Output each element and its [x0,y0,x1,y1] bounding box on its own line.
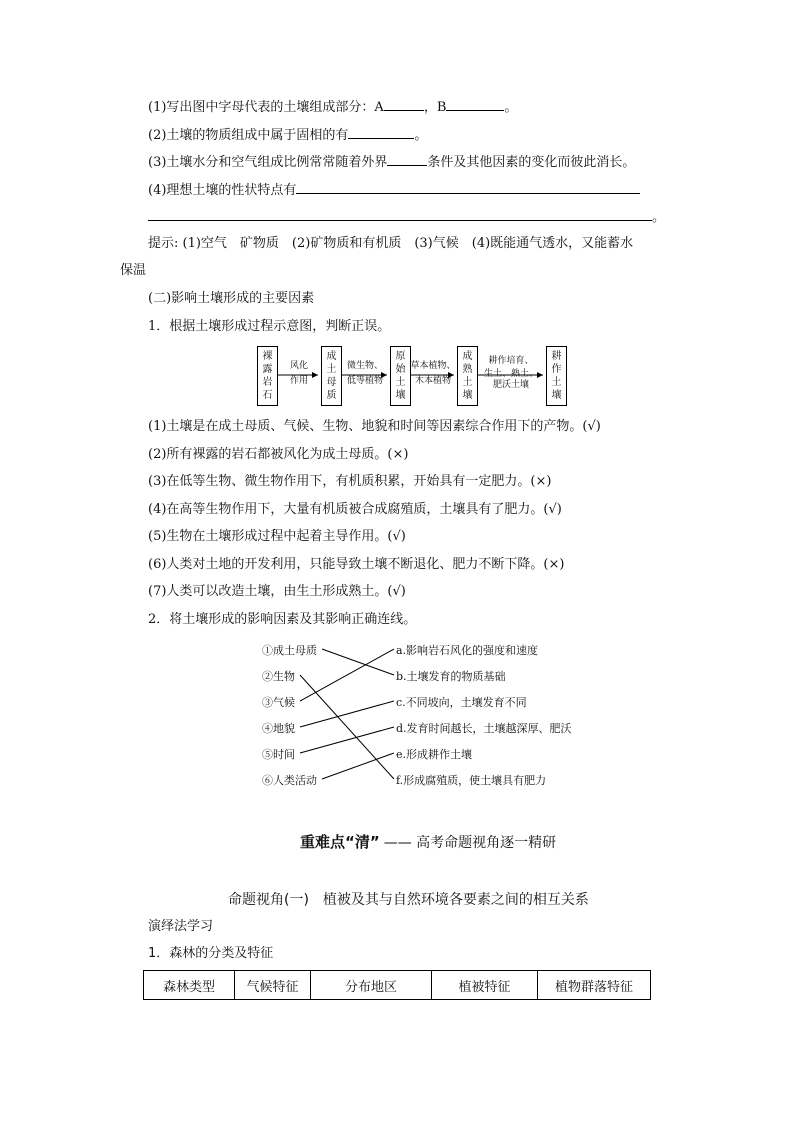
flow-label-line: 草本植物、 [410,361,456,371]
match-right-item: a.影响岩石风化的强度和速度 [396,644,539,657]
flow-label-line: 木本植物 [414,376,451,386]
match-right-item: c.不同坡向，土壤发育不同 [396,696,527,709]
match-right-item: d.发育时间越长，土壤越深厚、肥沃 [396,722,572,735]
forest-section-title: 1．森林的分类及特征 [148,946,274,961]
question-1-text: (1)写出图中字母代表的土壤组成部分：A [148,100,384,115]
table-header-forest-type: 森林类型 [144,971,235,1000]
match-left-item: ⑤时间 [262,748,295,761]
judgement-item: (4)在高等生物作用下，大量有机质被合成腐殖质，土壤具有了肥力。(√) [148,502,562,517]
task-2-instruction: 2．将土壤形成的影响因素及其影响正确连线。 [148,612,417,627]
flow-box-char: 裸 [262,351,273,362]
flow-box-char: 壤 [551,390,562,401]
question-2-text: (2)土壤的物质组成中属于固相的有 [148,128,349,143]
match-left-item: ①成土母质 [262,644,317,657]
flow-label-line: 风化 [289,361,308,371]
table-header-row [144,971,651,1000]
flow-box-char: 原 [395,351,406,362]
table-header-community: 植物群落特征 [538,971,651,1000]
section-2-title: (二)影响土壤形成的主要因素 [148,291,315,306]
flow-box-char: 壤 [395,390,406,401]
match-left-item: ②生物 [262,670,295,683]
key-points-heading [300,833,556,853]
flow-box-char: 岩 [262,377,273,388]
table-header-distribution: 分布地区 [311,971,432,1000]
task-1-instruction: 1．根据土壤形成过程示意图，判断正误。 [148,319,391,334]
table-header-vegetation: 植被特征 [432,971,538,1000]
flow-label-line: 肥沃土壤 [492,380,529,390]
match-right-item: b.土壤发育的物质基础 [396,670,506,683]
question-3-post: 条件及其他因素的变化而彼此消长。 [427,155,636,170]
key-points-heading-rest: —— 高考命题视角逐一精研 [383,835,557,851]
flow-box-char: 土 [395,377,406,388]
flow-label-line: 作用 [289,376,308,386]
forest-table [143,970,651,1000]
judgement-item: (5)生物在土壤形成过程中起着主导作用。(√) [148,529,406,544]
judgement-item: (1)土壤是在成土母质、气候、生物、地貌和时间等因素综合作用下的产物。(√) [148,419,601,434]
judgement-item: (7)人类可以改造土壤，由生土形成熟土。(√) [148,584,406,599]
question-3-text: (3)土壤水分和空气组成比例常常随着外界 [148,155,388,170]
flow-box-char: 作 [551,364,562,375]
match-right-item: f.形成腐殖质，使土壤具有肥力 [396,774,547,787]
question-4-text: (4)理想土壤的性状特点有 [148,183,297,198]
judgement-item: (3)在低等生物、微生物作用下，有机质积累，开始具有一定肥力。(×) [148,474,552,489]
hint-line-2: 保温 [120,263,147,278]
flow-label-line: 耕作培育、 [488,356,534,366]
flow-label-line: 微生物、 [346,361,383,371]
question-2-end: 。 [414,128,428,143]
match-line [322,753,394,779]
flow-box-char: 土 [462,377,473,388]
flow-label-line: 低等植物 [346,376,383,386]
hint-line-1: 提示: (1)空气 矿物质 (2)矿物质和有机质 (3)气候 (4)既能通气透水，又能蓄水 [148,236,634,251]
flow-label-line: 生土、熟土、 [483,369,538,379]
match-left-item: ③气候 [262,696,295,709]
flow-box-char: 成 [462,351,473,362]
table-header-climate: 气候特征 [235,971,311,1000]
flow-box-char: 质 [326,390,337,401]
perspective-subheading: 命题视角(一) 植被及其与自然环境各要素之间的相互关系 [228,892,589,908]
question-1-end: 。 [504,100,518,115]
flow-box-char: 壤 [462,390,473,401]
match-left-item: ④地貌 [262,722,295,735]
flow-box-char: 母 [326,377,337,388]
flow-box-char: 石 [262,390,273,401]
question-4-end: 。 [652,210,666,225]
flow-box-char: 土 [551,377,562,388]
match-line [300,701,394,727]
match-line [300,727,394,753]
key-points-heading-bold: 重难点“清” [300,833,380,851]
flow-box-char: 始 [395,364,406,375]
match-line [300,649,394,701]
judgement-item: (6)人类对土地的开发利用，只能导致土壤不断退化、肥力不断下降。(×) [148,557,565,572]
match-line [322,649,394,675]
question-1-text-b: ，B [423,100,447,115]
flow-box-char: 耕 [551,351,562,362]
flow-box-char: 露 [262,364,273,375]
judgement-item: (2)所有裸露的岩石都被风化为成土母质。(×) [148,447,409,462]
method-label: 演绎法学习 [148,919,214,934]
flow-box-char: 土 [326,364,337,375]
flow-box-char: 成 [326,351,337,362]
flow-box-char: 熟 [462,364,473,375]
match-right-item: e.形成耕作土壤 [396,748,473,761]
match-left-item: ⑥人类活动 [262,774,317,787]
match-line [300,675,394,779]
